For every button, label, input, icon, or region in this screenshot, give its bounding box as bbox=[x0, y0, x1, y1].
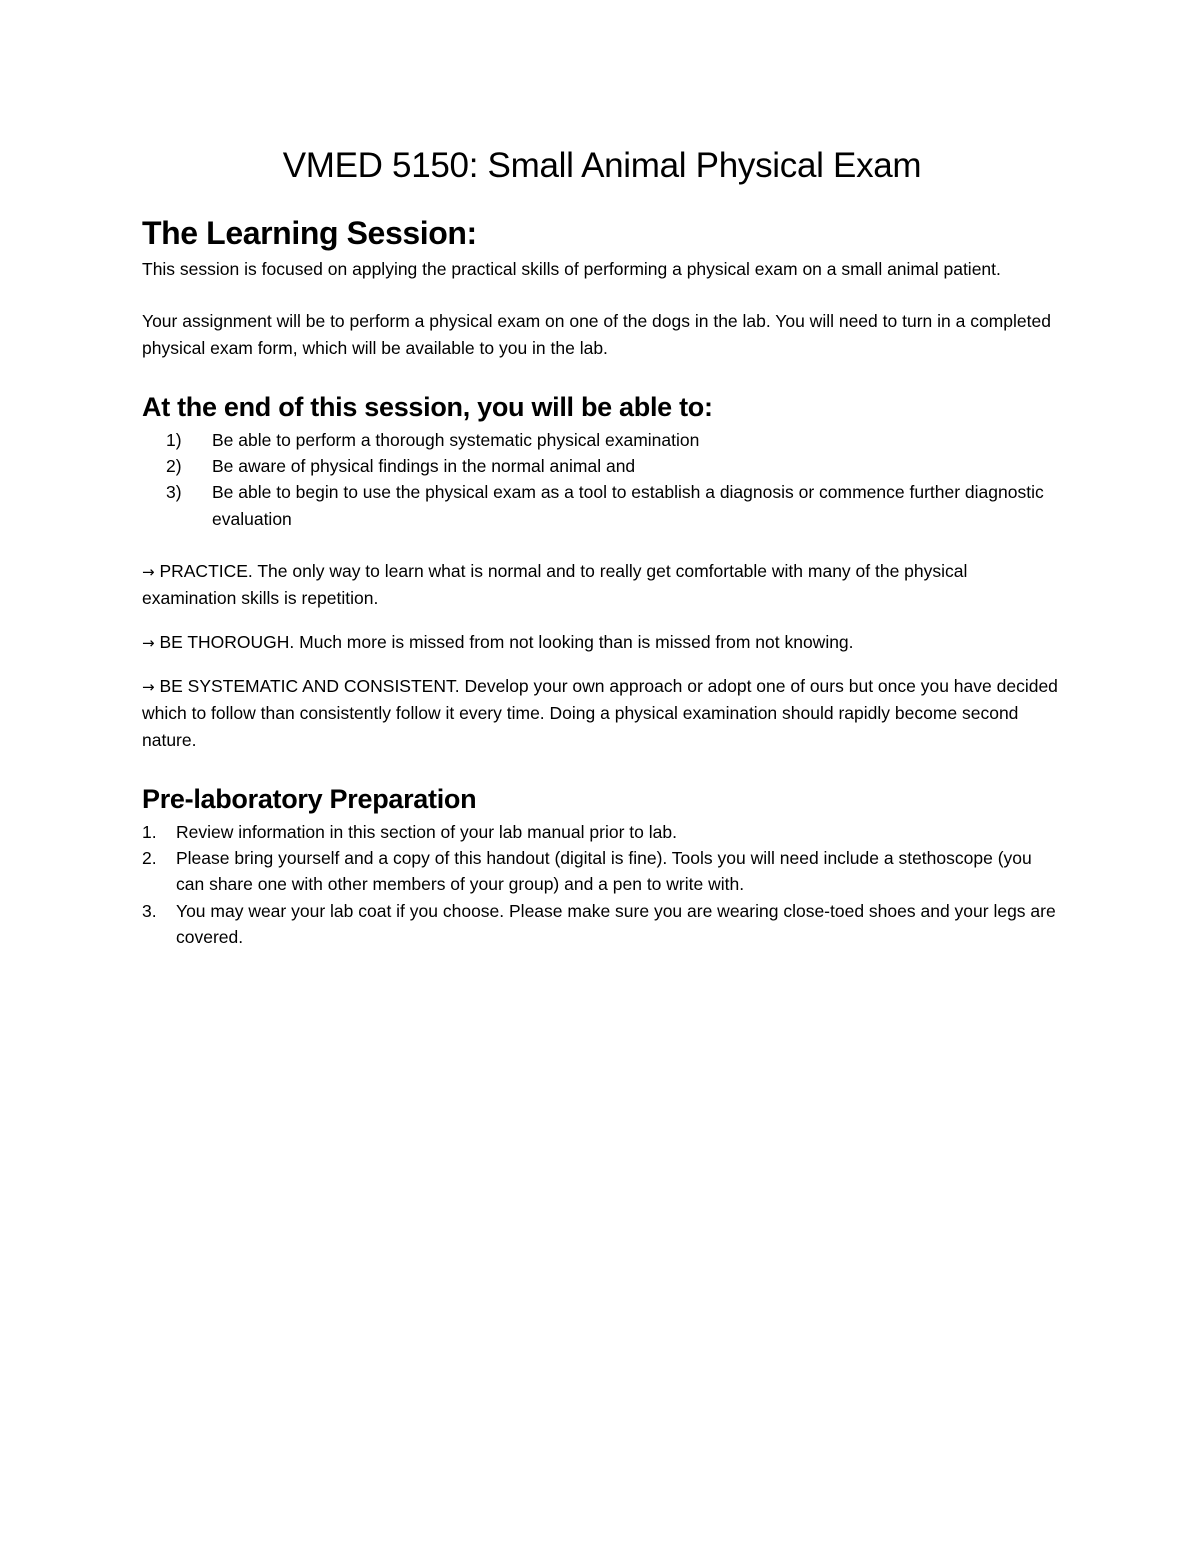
list-item-text: Be aware of physical findings in the normal animal and bbox=[212, 456, 636, 477]
tip-systematic bbox=[142, 673, 1062, 753]
tip-practice bbox=[142, 558, 1062, 612]
list-item-number: 1. bbox=[142, 821, 157, 842]
prelab-list bbox=[142, 819, 1062, 950]
list-item-number: 1) bbox=[166, 429, 182, 450]
objectives-heading: At the end of this session, you will be able to: bbox=[142, 391, 713, 422]
list-item bbox=[142, 819, 1062, 845]
list-item-text: Be able to begin to use the physical exam as a tool to establish a diagnosis or commence further diagnostic evaluation bbox=[212, 482, 1044, 529]
document-page bbox=[142, 140, 1062, 950]
objectives-list bbox=[142, 427, 1062, 532]
list-item-number: 2) bbox=[166, 456, 182, 477]
tip-thorough bbox=[142, 629, 1062, 656]
learning-session-heading: The Learning Session: bbox=[142, 215, 477, 251]
list-item bbox=[142, 898, 1062, 951]
tip-text: PRACTICE. The only way to learn what is normal and to really get comfortable with many of the physical examination skills is repetition. bbox=[142, 561, 968, 609]
tip-text: BE SYSTEMATIC AND CONSISTENT. Develop your own approach or adopt one of ours but once you have decided which to follow than consistently follow it every time. Doing a physical examination should rapidly become second nature. bbox=[142, 675, 1058, 750]
list-item-text: Please bring yourself and a copy of this handout (digital is fine). Tools you will need include a stethoscope (you can share one with other members of your group) and a pen to write with. bbox=[176, 848, 1032, 895]
prelab-heading: Pre-laboratory Preparation bbox=[142, 783, 477, 814]
list-item-text: You may wear your lab coat if you choose. Please make sure you are wearing close-toed shoes and your legs are covered. bbox=[176, 900, 1056, 948]
arrow-right-icon: → bbox=[142, 633, 155, 652]
assignment-paragraph: Your assignment will be to perform a physical exam on one of the dogs in the lab. You will need to turn in a completed physical exam form, which will be available to you in the lab. bbox=[142, 311, 1051, 358]
list-item bbox=[142, 845, 1062, 898]
list-item-text: Review information in this section of your lab manual prior to lab. bbox=[176, 821, 677, 842]
list-item bbox=[142, 479, 1062, 532]
list-item-number: 2. bbox=[142, 848, 157, 869]
list-item bbox=[142, 427, 1062, 453]
learning-session-intro: This session is focused on applying the practical skills of performing a physical exam on a small animal patient. bbox=[142, 259, 1001, 279]
tip-text: BE THOROUGH. Much more is missed from not looking than is missed from not knowing. bbox=[159, 631, 854, 652]
arrow-right-icon: → bbox=[142, 677, 155, 696]
list-item-number: 3) bbox=[166, 482, 182, 503]
document-title: VMED 5150: Small Animal Physical Exam bbox=[282, 146, 922, 185]
list-item-text: Be able to perform a thorough systematic physical examination bbox=[212, 429, 700, 450]
list-item-number: 3. bbox=[142, 900, 157, 921]
arrow-right-icon: → bbox=[142, 563, 155, 582]
list-item bbox=[142, 453, 1062, 479]
